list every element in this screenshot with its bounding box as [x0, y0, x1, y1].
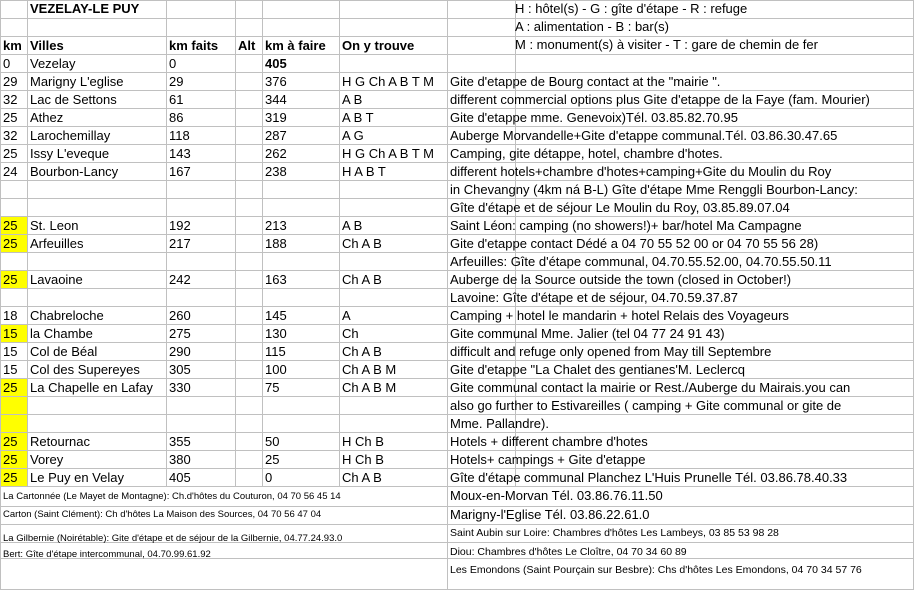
- cell-km[interactable]: 25: [3, 146, 18, 161]
- cell-km[interactable]: 25: [3, 452, 18, 467]
- cell-km-a-faire[interactable]: 115: [265, 344, 286, 359]
- footer-note-right[interactable]: Moux-en-Morvan Tél. 03.86.76.11.50: [450, 488, 663, 503]
- cell-km-a-faire[interactable]: 163: [265, 272, 287, 287]
- cell-km-faits[interactable]: 167: [169, 164, 191, 179]
- cell-km-faits[interactable]: 61: [169, 92, 184, 107]
- cell-ville[interactable]: Le Puy en Velay: [30, 470, 124, 485]
- column-header[interactable]: Villes: [30, 38, 64, 53]
- cell-km[interactable]: 25: [3, 272, 18, 287]
- cell-km-a-faire[interactable]: 319: [265, 110, 287, 125]
- cell-ville[interactable]: Issy L'eveque: [30, 146, 110, 161]
- column-header[interactable]: km à faire: [265, 38, 326, 53]
- legend-line[interactable]: A : alimentation - B : bar(s): [515, 19, 669, 34]
- cell-ville[interactable]: Retournac: [30, 434, 90, 449]
- cell-note[interactable]: Gite d'etappe contact Dédé a 04 70 55 52 00 or 04 70 55 56 28): [450, 236, 819, 251]
- cell-km-faits[interactable]: 275: [169, 326, 191, 341]
- cell-note[interactable]: different commercial options plus Gite d'etappe de la Faye (fam. Mourier): [450, 92, 870, 107]
- column-header[interactable]: km: [3, 38, 22, 53]
- cell-note[interactable]: difficult and refuge only opened from May till Septembre: [450, 344, 772, 359]
- cell-km-faits[interactable]: 260: [169, 308, 191, 323]
- cell-km[interactable]: 25: [3, 218, 18, 233]
- cell-note[interactable]: also go further to Estivareilles ( camping + Gite communal or gite de: [450, 398, 842, 413]
- cell-km-faits[interactable]: 192: [169, 218, 191, 233]
- cell-km-faits[interactable]: 86: [169, 110, 184, 125]
- cell-on-y-trouve[interactable]: Ch A B: [342, 470, 382, 485]
- cell-ville[interactable]: La Chapelle en Lafay: [30, 380, 153, 395]
- cell-km[interactable]: 18: [3, 308, 18, 323]
- footer-note-right[interactable]: Les Emondons (Saint Pourçain sur Besbre): Chs d'hôtes Les Emondons, 04 70 34 57 76: [450, 564, 862, 576]
- cell-ville[interactable]: Marigny L'eglise: [30, 74, 124, 89]
- cell-km-a-faire[interactable]: 130: [265, 326, 287, 341]
- cell-note[interactable]: Auberge Morvandelle+Gite d'etappe communal.Tél. 03.86.30.47.65: [450, 128, 838, 143]
- cell-note[interactable]: Hotels+ campings + Gite d'etappe: [450, 452, 646, 467]
- cell-note[interactable]: Camping + hotel le mandarin + hotel Relais des Voyageurs: [450, 308, 789, 323]
- cell-km-faits[interactable]: 242: [169, 272, 191, 287]
- cell-ville[interactable]: Vezelay: [30, 56, 76, 71]
- cell-km-a-faire[interactable]: 262: [265, 146, 287, 161]
- legend-line[interactable]: H : hôtel(s) - G : gîte d'étape - R : refuge: [515, 1, 748, 16]
- cell-km-faits[interactable]: 355: [169, 434, 191, 449]
- cell-km-faits[interactable]: 217: [169, 236, 191, 251]
- cell-ville[interactable]: Lac de Settons: [30, 92, 117, 107]
- cell-km-a-faire[interactable]: 25: [265, 452, 280, 467]
- cell-ville[interactable]: Lavaoine: [30, 272, 83, 287]
- grid-line-horizontal: [0, 18, 913, 19]
- cell-km-a-faire[interactable]: 50: [265, 434, 280, 449]
- cell-ville[interactable]: St. Leon: [30, 218, 79, 233]
- footer-note-left[interactable]: La Gilbernie (Noirétable): Gite d'étape et de séjour de la Gilbernie, 04.77.24.93.0: [3, 533, 343, 544]
- cell-km[interactable]: 29: [3, 74, 18, 89]
- cell-on-y-trouve[interactable]: H G Ch A B T M: [342, 74, 434, 89]
- cell-km[interactable]: 0: [3, 56, 11, 71]
- cell-km-faits[interactable]: 290: [169, 344, 191, 359]
- footer-note-left[interactable]: Carton (Saint Clément): Ch d'hôtes La Maison des Sources, 04 70 56 47 04: [3, 509, 322, 520]
- column-header[interactable]: km faits: [169, 38, 219, 53]
- cell-note[interactable]: Gîte d'étape et de séjour Le Moulin du Roy, 03.85.89.07.04: [450, 200, 790, 215]
- cell-km[interactable]: 25: [3, 236, 18, 251]
- cell-on-y-trouve[interactable]: A G: [342, 128, 364, 143]
- cell-km-a-faire[interactable]: 344: [265, 92, 287, 107]
- cell-on-y-trouve[interactable]: Ch A B: [342, 272, 382, 287]
- cell-note[interactable]: in Chevangny (4km ná B-L) Gîte d'étape Mme Renggli Bourbon-Lancy:: [450, 182, 858, 197]
- cell-note[interactable]: Gite d'etappe de Bourg contact at the "mairie ".: [450, 74, 721, 89]
- cell-km[interactable]: 15: [3, 362, 18, 377]
- cell-note[interactable]: different hotels+chambre d'hotes+camping+Gite du Moulin du Roy: [450, 164, 832, 179]
- cell-note[interactable]: Saint Léon: camping (no showers!)+ bar/hotel Ma Campagne: [450, 218, 802, 233]
- cell-on-y-trouve[interactable]: Ch: [342, 326, 359, 341]
- cell-note[interactable]: Hotels + different chambre d'hotes: [450, 434, 648, 449]
- cell-km-a-faire[interactable]: 238: [265, 164, 287, 179]
- cell-on-y-trouve[interactable]: A B T: [342, 110, 374, 125]
- cell-ville[interactable]: Col des Supereyes: [30, 362, 140, 377]
- cell-on-y-trouve[interactable]: A B: [342, 92, 363, 107]
- cell-km[interactable]: 25: [3, 380, 18, 395]
- cell-on-y-trouve[interactable]: A B: [342, 218, 363, 233]
- cell-note[interactable]: Gite d'etappe "La Chalet des gentianes'M. Leclercq: [450, 362, 746, 377]
- cell-km[interactable]: 24: [3, 164, 18, 179]
- cell-km-faits[interactable]: 118: [169, 128, 190, 143]
- cell-note[interactable]: Gite communal contact la mairie or Rest./Auberge du Mairais.you can: [450, 380, 851, 395]
- column-header[interactable]: Alt: [238, 38, 256, 53]
- cell-km-faits[interactable]: 29: [169, 74, 184, 89]
- cell-ville[interactable]: Vorey: [30, 452, 64, 467]
- highlight-cell: [1, 415, 27, 432]
- cell-km-a-faire[interactable]: 0: [265, 470, 273, 485]
- cell-on-y-trouve[interactable]: Ch A B M: [342, 362, 397, 377]
- grid-line-vertical: [913, 0, 914, 486]
- cell-km-faits[interactable]: 330: [169, 380, 191, 395]
- cell-km[interactable]: 15: [3, 326, 18, 341]
- legend-line[interactable]: M : monument(s) à visiter - T : gare de chemin de fer: [515, 37, 818, 52]
- cell-ville[interactable]: Chabreloche: [30, 308, 104, 323]
- cell-km-a-faire[interactable]: 100: [265, 362, 287, 377]
- cell-ville[interactable]: Larochemillay: [30, 128, 111, 143]
- cell-on-y-trouve[interactable]: Ch A B: [342, 236, 382, 251]
- cell-km[interactable]: 25: [3, 470, 18, 485]
- cell-ville[interactable]: Col de Béal: [30, 344, 98, 359]
- cell-note[interactable]: Auberge de la Source outside the town (closed in October!): [450, 272, 792, 287]
- column-header[interactable]: On y trouve: [342, 38, 415, 53]
- cell-ville[interactable]: Athez: [30, 110, 64, 125]
- cell-on-y-trouve[interactable]: H A B T: [342, 164, 386, 179]
- cell-km[interactable]: 32: [3, 128, 18, 143]
- footer-note-left[interactable]: La Cartonnée (Le Mayet de Montagne): Ch.d'hôtes du Couturon, 04 70 56 45 14: [3, 491, 341, 502]
- highlight-cell: [1, 397, 27, 414]
- cell-note[interactable]: Camping, gite détappe, hotel, chambre d'hotes.: [450, 146, 723, 161]
- cell-on-y-trouve[interactable]: H Ch B: [342, 452, 384, 467]
- cell-ville[interactable]: Arfeuilles: [30, 236, 84, 251]
- cell-on-y-trouve[interactable]: Ch A B M: [342, 380, 397, 395]
- cell-km-a-faire[interactable]: 188: [265, 236, 287, 251]
- cell-km-faits[interactable]: 143: [169, 146, 191, 161]
- cell-km[interactable]: 25: [3, 434, 18, 449]
- footer-note-right[interactable]: Marigny-l'Eglise Tél. 03.86.22.61.0: [450, 507, 650, 522]
- cell-km-a-faire[interactable]: 145: [265, 308, 287, 323]
- cell-note[interactable]: Gite d'etappe mme. Genevoix)Tél. 03.85.82.70.95: [450, 110, 738, 125]
- footer-note-right[interactable]: Diou: Chambres d'hôtes Le Cloître, 04 70 34 60 89: [450, 546, 687, 558]
- grid-line-horizontal: [0, 54, 913, 55]
- cell-km-a-faire[interactable]: 376: [265, 74, 287, 89]
- cell-ville[interactable]: la Chambe: [30, 326, 93, 341]
- cell-note[interactable]: Gîte d'étape communal Planchez L'Huis Prunelle Tél. 03.86.78.40.33: [450, 470, 848, 485]
- cell-note[interactable]: Mme. Pallandre).: [450, 416, 549, 431]
- cell-km-faits[interactable]: 305: [169, 362, 191, 377]
- cell-on-y-trouve[interactable]: H G Ch A B T M: [342, 146, 434, 161]
- cell-note[interactable]: Gite communal Mme. Jalier (tel 04 77 24 91 43): [450, 326, 725, 341]
- cell-note[interactable]: Arfeuilles: Gîte d'étape communal, 04.70.55.52.00, 04.70.55.50.11: [450, 254, 832, 269]
- cell-ville[interactable]: Bourbon-Lancy: [30, 164, 119, 179]
- cell-km[interactable]: 25: [3, 110, 18, 125]
- cell-km-a-faire[interactable]: 405: [265, 56, 287, 71]
- cell-note[interactable]: Lavoine: Gîte d'étape et de séjour, 04.70.59.37.87: [450, 290, 738, 305]
- cell-on-y-trouve[interactable]: A: [342, 308, 351, 323]
- footer-note-right[interactable]: Saint Aubin sur Loire: Chambres d'hôtes Les Lambeys, 03 85 53 98 28: [450, 527, 779, 539]
- cell-km-faits[interactable]: 380: [169, 452, 191, 467]
- cell-km[interactable]: 32: [3, 92, 18, 107]
- cell-km[interactable]: 15: [3, 344, 18, 359]
- cell-km-a-faire[interactable]: 213: [265, 218, 287, 233]
- cell-km-faits[interactable]: 405: [169, 470, 191, 485]
- cell-on-y-trouve[interactable]: Ch A B: [342, 344, 382, 359]
- cell-km-a-faire[interactable]: 287: [265, 128, 287, 143]
- grid-line-vertical: [913, 486, 914, 590]
- sheet-title[interactable]: VEZELAY-LE PUY: [30, 1, 140, 16]
- cell-km-faits[interactable]: 0: [169, 56, 177, 71]
- footer-note-left[interactable]: Bert: Gîte d'étape intercommunal, 04.70.99.61.92: [3, 549, 211, 560]
- cell-km-a-faire[interactable]: 75: [265, 380, 280, 395]
- cell-on-y-trouve[interactable]: H Ch B: [342, 434, 384, 449]
